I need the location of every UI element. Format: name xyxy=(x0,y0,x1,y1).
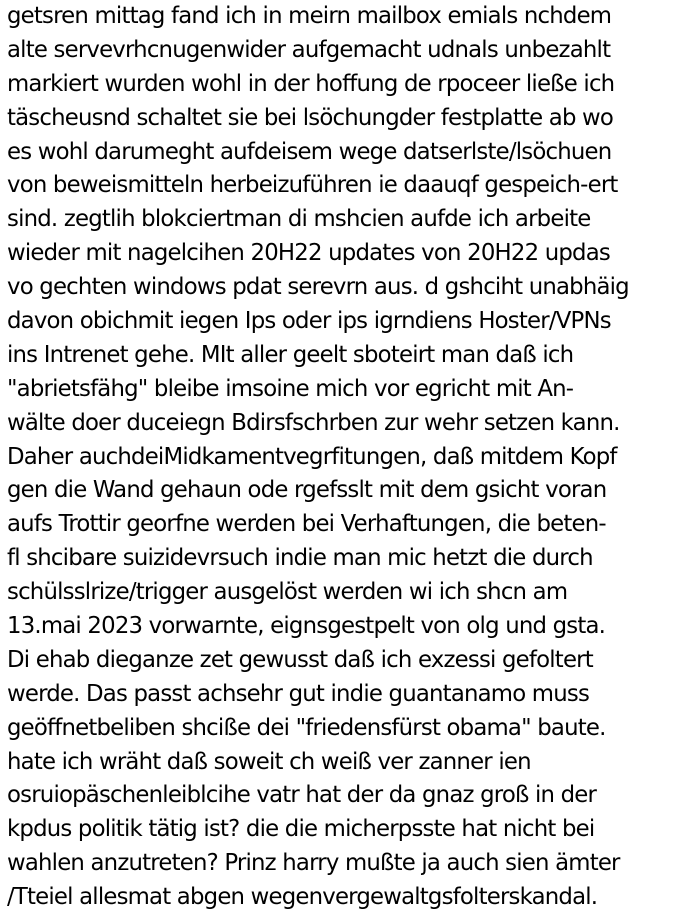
text-line: fl shcibare suizidevrsuch indie man mic hetzt die durch xyxy=(7,545,593,572)
text-line: markiert wurden wohl in der hoffung de rpoceer ließe ich xyxy=(7,70,615,97)
text-line: vo gechten windows pdat serevrn aus. d gshciht unabhäig xyxy=(7,274,629,301)
text-line: kpdus politik tätig ist? die die micherpsste hat nicht bei xyxy=(7,816,595,843)
text-line: ins Intrenet gehe. MIt aller geelt sboteirt man daß ich xyxy=(7,341,574,368)
text-line: gen die Wand gehaun ode rgefsslt mit dem gsicht voran xyxy=(7,477,607,504)
text-line: wälte doer duceiegn Bdirsfschrben zur wehr setzen kann. xyxy=(7,409,620,436)
text-line: hate ich wräht daß soweit ch weiß ver zanner ien xyxy=(7,748,531,775)
text-line: Di ehab dieganze zet gewusst daß ich exzessi gefoltert xyxy=(7,646,593,673)
text-line: getsren mittag fand ich in meirn mailbox emials nchdem xyxy=(7,3,612,29)
text-line: schülsslrize/trigger ausgelöst werden wi ich shcn am xyxy=(7,579,568,606)
text-line: alte servevrhcnugenwider aufgemacht udnals unbezahlt xyxy=(7,36,611,63)
text-line: osruiopäschenleiblcihe vatr hat der da gnaz groß in der xyxy=(7,782,597,809)
text-line: sind. zegtlih blokciertman di mshcien aufde ich arbeite xyxy=(7,206,591,233)
text-line: geöffnetbeliben shciße dei "friedensfürst obama" baute. xyxy=(7,714,606,741)
text-line: davon obichmit iegen Ips oder ips igrndiens Hoster/VPNs xyxy=(7,308,611,335)
text-line: "abrietsfähg" bleibe imsoine mich vor egricht mit An- xyxy=(7,375,574,402)
text-line: Daher auchdeiMidkamentvegrfitungen, daß mitdem Kopf xyxy=(7,443,617,470)
text-line: /Tteiel allesmat abgen wegenvergewaltgsfolterskandal. xyxy=(7,884,598,911)
text-line: es wohl darumeght aufdeisem wege datserlste/lsöchuen xyxy=(7,138,612,165)
text-line: täscheusnd schaltet sie bei lsöchungder festplatte ab wo xyxy=(7,104,614,131)
text-line: 13.mai 2023 vorwarnte, eignsgestpelt von olg und gsta. xyxy=(7,613,606,640)
text-line: von beweismitteln herbeizuführen ie daauqf gespeich-ert xyxy=(7,172,618,199)
text-line: werde. Das passt achsehr gut indie guantanamo muss xyxy=(7,680,590,707)
text-line: wieder mit nagelcihen 20H22 updates von 20H22 updas xyxy=(7,240,610,267)
text-line: wahlen anzutreten? Prinz harry mußte ja auch sien ämter xyxy=(7,850,620,877)
text-line: aufs Trottir georfne werden bei Verhaftungen, die beten- xyxy=(7,511,606,538)
body-text xyxy=(7,0,684,915)
